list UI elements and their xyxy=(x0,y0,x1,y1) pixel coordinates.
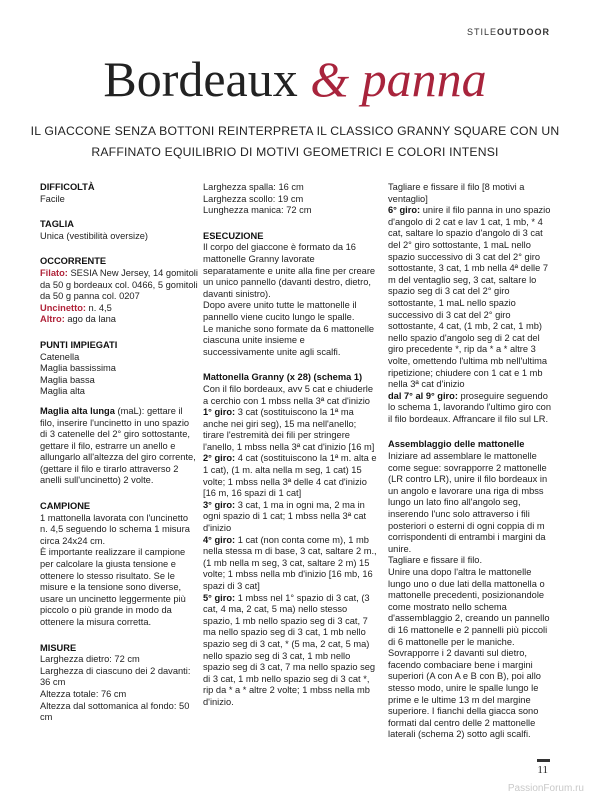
page-number-bar xyxy=(537,759,550,762)
round-6: 6° giro: unire il filo panna in uno spazio d'angolo di 2 cat e lav 1 cat, 1 mb, * 4 cat, saltare lo spazio d'angolo di 3 cat del 2° giro sottostante, 1 maL nello spazio successivo di 3 cat del 2° giro sottostante, 3 cat, 1 mb nella 4ª delle 7 m del ventaglio seg, 3 cat, saltare lo spazio seg di 3 cat del 2° giro sottostante, 1 maL nello spazio successivo di 3 cat del 2° giro sottostante, 4 cat, (1 mb, 2 cat, 1 mb) nello spazio d'angolo seg di 2 cat del giro precedente *, rip da * a * altre 3 volte, omettendo l'ultima mb nell'ultima ripetizione; chiudere con 1 cat e 1 mb nella 3ª cat d'inizio xyxy=(388,205,551,390)
section-heading: TAGLIA xyxy=(40,219,74,230)
measure-item: Lunghezza manica: 72 cm xyxy=(203,205,312,216)
section-tag: STILEOUTDOOR xyxy=(466,27,550,37)
measure-item: Larghezza dietro: 72 cm xyxy=(40,654,140,665)
section-heading: OCCORRENTE xyxy=(40,256,107,267)
stitch-item: Maglia bassissima xyxy=(40,363,116,374)
subsection-heading: Mattonella Granny (x 28) (schema 1) xyxy=(203,372,363,383)
measure-item: Larghezza spalla: 16 cm xyxy=(203,182,304,192)
round-4: 4° giro: 1 cat (non conta come m), 1 mb nella stessa m di base, 3 cat, saltare 2 m., (1 mb nella m seg, 3 cat, saltare 2 m) 15 volte; 1 mbss nella mb d'inizio [16 mb, 16 spazi di 3 cat] xyxy=(203,534,377,591)
instructions-text: Unire una dopo l'altra le mattonelle lungo uno o due lati della mattonella o mattonelle precedenti, posizionandole come mostrato nello schema d'assemblaggio 2, creando un pannello di 16 mattonelle e 2 pannelli più piccoli di 6 mattonelle per le maniche. Sovrapporre i 2 davanti sul dietro, facendo combaciare bene i margini superiori (A con A e B con B), poi allo stesso modo, unire le spalle lungo le prime e le ultime 13 m del margine superiore. I fianchi della giacca sono formati dal centro delle 2 mattonelle laterali (schema 2) sotto agli scalfi. xyxy=(388,567,550,740)
stitch-item: Maglia alta xyxy=(40,386,85,397)
materials-yarn: Filato: SESIA New Jersey, 14 gomitoli da 50 g bordeaux col. 0466, 5 gomitoli da 50 g panna col. 0207 xyxy=(40,267,198,302)
instructions-text: Con il filo bordeaux, avv 5 cat e chiuderle a cerchio con 1 mbss nella 3ª cat d'inizio xyxy=(203,383,374,406)
title-accent: panna xyxy=(361,51,487,107)
round-5: 5° giro: 1 mbss nel 1° spazio di 3 cat, (3 cat, 4 ma, 2 cat, 5 ma) nello stesso spazio, 1 mb nello spazio seg di 3 cat, 7 ma nello spazio seg di 3 cat, 1 mb nello spazio seg di 3 cat, * (5 ma, 2 cat, 5 ma) nello spazio seg di 3 cat, 1 mb nello spazio seg di 3 cat, 7 ma nello spazio seg di 3 cat, 1 mb nello spazio seg di 3 cat *, rip da * a * altre 2 volte; 1 mbss nella mb d'inizio. xyxy=(203,592,376,707)
section-heading: ESECUZIONE xyxy=(203,230,264,241)
gauge-text: 1 mattonella lavorata con l'uncinetto n. 4,5 seguendo lo schema 1 misura circa 24x24 cm. xyxy=(40,512,190,546)
stitch-item: Maglia bassa xyxy=(40,374,95,385)
section-heading: CAMPIONE xyxy=(40,501,91,512)
size-value: Unica (vestibilità oversize) xyxy=(40,230,148,241)
round-3: 3° giro: 3 cat, 1 ma in ogni ma, 2 ma in ogni spazio di 1 cat; 1 mbss nella 3ª cat d'inizio xyxy=(203,499,367,534)
title-main: Bordeaux xyxy=(103,51,298,107)
gauge-text: È importante realizzare il campione per calcolare la giusta tensione e ottenere lo stesso risultato. Se le misure e la tensione sono diverse, usare un uncinetto leggermente più piccolo o più grande in modo da ottenere la misura corretta. xyxy=(40,547,186,627)
measure-item: Altezza totale: 76 cm xyxy=(40,688,127,699)
round-7-9: dal 7° al 9° giro: proseguire seguendo lo schema 1, lavorando l'ultimo giro con il filo bordeaux. Affrancare il filo sul LR. xyxy=(388,390,552,424)
instructions-text: Tagliare e fissare il filo [8 motivi a ventaglio] xyxy=(388,182,525,204)
section-heading: DIFFICOLTÀ xyxy=(40,182,95,192)
instructions-text: Dopo avere unito tutte le mattonelle il pannello viene cucito lungo le spalle. xyxy=(203,300,357,322)
section-heading: PUNTI IMPIEGATI xyxy=(40,339,118,350)
difficulty-value: Facile xyxy=(40,193,65,204)
instructions-text: Tagliare e fissare il filo. xyxy=(388,555,483,566)
page-title xyxy=(0,50,590,108)
stitch-definition: Maglia alta lunga (maL): gettare il filo, inserire l'uncinetto in uno spazio di 3 catenelle del 2° giro sottostante, gettare il filo, estrarre un anello e allungarlo all'altezza del giro corrente, (gettare il filo e tirarlo attraverso 2 anelli sull'uncinetto) 2 volte. xyxy=(40,405,196,486)
column-1 xyxy=(40,182,198,724)
round-2: 2° giro: 4 cat (sostituiscono la 1ª m. alta e 1 cat), (1 m. alta nella m seg, 1 cat) 15 volte; 1 mbss nella 3ª delle 4 cat d'inizio [16 m, 16 spazi di 1 cat] xyxy=(203,453,377,499)
instructions-text: Il corpo del giaccone è formato da 16 mattonelle Granny lavorate separatamente e unite alla fine per creare un unico pannello (davanti destro, dietro, davanti sinistro). xyxy=(203,242,376,299)
section-heading: MISURE xyxy=(40,642,77,653)
column-2 xyxy=(203,182,378,709)
page-number: 11 xyxy=(537,764,548,776)
subtitle: IL GIACCONE SENZA BOTTONI REINTERPRETA IL CLASSICO GRANNY SQUARE CON UN RAFFINATO EQUILIBRIO DI MOTIVI GEOMETRICI E COLORI INTENSI xyxy=(30,124,560,159)
instructions-text: Iniziare ad assemblare le mattonelle come segue: sovrapporre 2 mattonelle (LR contro LR), unire il filo bordeaux in un angolo e lavorare una riga di mbss lungo un lato fino all'angolo seg, inserendo l'unc solo attraverso i fili posteriori o esterni di ogni coppia di m corrispondenti di entrambi i margini da unire. xyxy=(388,451,548,554)
instructions-text: Le maniche sono formate da 6 mattonelle ciascuna unite insieme e successivamente unite agli scalfi. xyxy=(203,323,375,357)
stitch-item: Catenella xyxy=(40,351,80,362)
round-1: 1° giro: 3 cat (sostituiscono la 1ª ma anche nei giri seg), 15 ma nell'anello; tirare l'estremità dei fili per stringere l'anello, 1 mbss nella 3ª cat d'inizio [16 m] xyxy=(203,407,375,452)
measure-item: Larghezza di ciascuno dei 2 davanti: 36 cm xyxy=(40,665,191,688)
measure-item: Larghezza scollo: 19 cm xyxy=(203,193,304,204)
column-3 xyxy=(388,182,553,741)
materials-other: Altro: ago da lana xyxy=(40,314,116,325)
materials-hook: Uncinetto: n. 4,5 xyxy=(40,302,112,313)
subsection-heading: Assemblaggio delle mattonelle xyxy=(388,439,525,450)
watermark: PassionForum.ru xyxy=(507,783,584,794)
title-ampersand: & xyxy=(310,51,350,107)
measure-item: Altezza dal sottomanica al fondo: 50 cm xyxy=(40,700,190,723)
